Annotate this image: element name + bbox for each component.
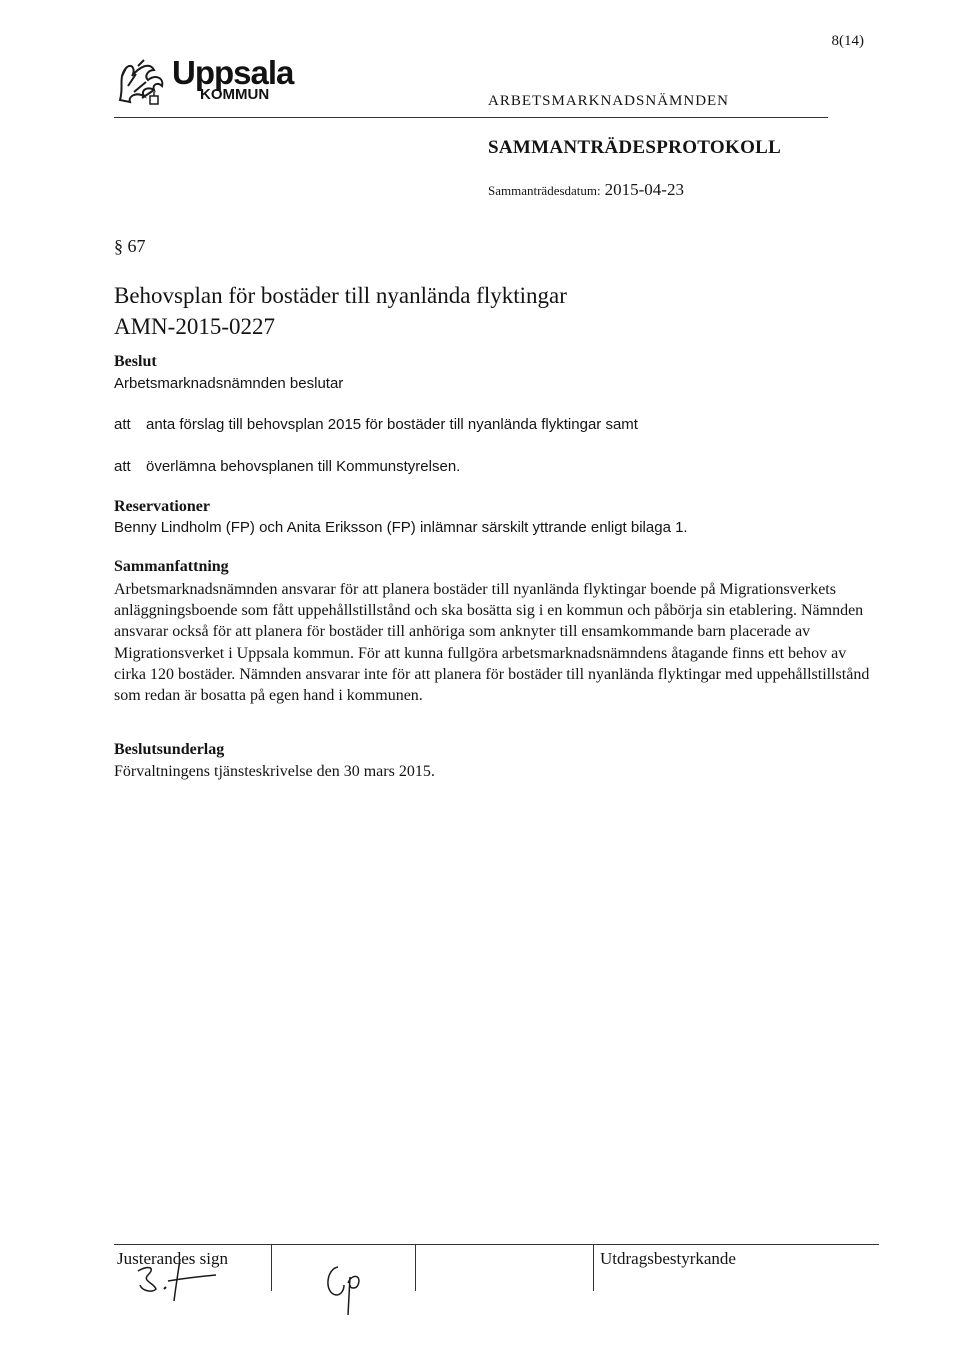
decision-item-text: anta förslag till behovsplan 2015 för bostäder till nyanlända flyktingar samt: [146, 416, 638, 433]
adjuster-signature-1: [134, 1255, 224, 1305]
decision-intro: Arbetsmarknadsnämnden beslutar: [114, 375, 344, 392]
reservations-text: Benny Lindholm (FP) och Anita Eriksson (FP) inlämnar särskilt yttrande enligt bilaga 1.: [114, 519, 688, 536]
case-number: AMN-2015-0227: [114, 314, 275, 339]
coat-of-arms-icon: [114, 56, 170, 106]
basis-text: Förvaltningens tjänsteskrivelse den 30 mars 2015.: [114, 763, 435, 780]
meeting-date-value: 2015-04-23: [604, 180, 684, 199]
footer-column-divider: [415, 1244, 416, 1291]
paragraph-number: § 67: [114, 236, 146, 256]
meeting-date-line: [488, 180, 684, 200]
adjusters-signature-label: Justerandes sign: [117, 1249, 228, 1268]
logo-wordmark: Uppsala: [172, 54, 294, 91]
decision-heading: Beslut: [114, 353, 157, 370]
summary-heading: Sammanfattning: [114, 558, 229, 575]
footer-divider: [114, 1244, 879, 1245]
section-title: Behovsplan för bostäder till nyanlända flyktingar: [114, 283, 567, 308]
department-name: ARBETSMARKNADSNÄMNDEN: [488, 93, 730, 109]
decision-item-prefix: att: [114, 458, 131, 475]
header-divider: [114, 117, 828, 118]
reservations-heading: Reservationer: [114, 498, 210, 515]
meeting-date-label: Sammanträdesdatum:: [488, 183, 601, 198]
uppsala-kommun-logo: [114, 56, 314, 108]
summary-text: Arbetsmarknadsnämnden ansvarar för att planera bostäder till nyanlända flyktingar boende på Migrationsverkets anläggningsboende som fått uppehållstillstånd och ska bosätta sig i en kommun och påbörja sin etablering. Nämnden ansvarar också för att planera för bostäder till anhöriga som anknyter till ensamkommande barn placerade av Migrationsverket i Uppsala kommun. För att kunna fullgöra arbetsmarknadsnämndens åtagande finns ett behov av cirka 120 bostäder. Nämnden ansvarar inte för att planera för bostäder till nyanlända flyktingar med uppehållstillstånd som redan är bosatta på egen hand i kommunen.: [114, 581, 870, 705]
basis-heading: Beslutsunderlag: [114, 741, 225, 758]
logo-subtitle: KOMMUN: [200, 86, 270, 103]
decision-item-prefix: att: [114, 416, 131, 433]
decision-item-text: överlämna behovsplanen till Kommunstyrelsen.: [146, 458, 461, 475]
page-number: 8(14): [831, 33, 864, 49]
footer-column-divider: [593, 1244, 594, 1291]
adjuster-signature-2: [318, 1255, 378, 1315]
decision-item: [114, 416, 638, 433]
footer-column-divider: [271, 1244, 272, 1291]
document-type: SAMMANTRÄDESPROTOKOLL: [488, 137, 782, 158]
summary-body: [114, 579, 874, 706]
decision-item: [114, 458, 460, 475]
certification-label: Utdragsbestyrkande: [600, 1249, 736, 1268]
